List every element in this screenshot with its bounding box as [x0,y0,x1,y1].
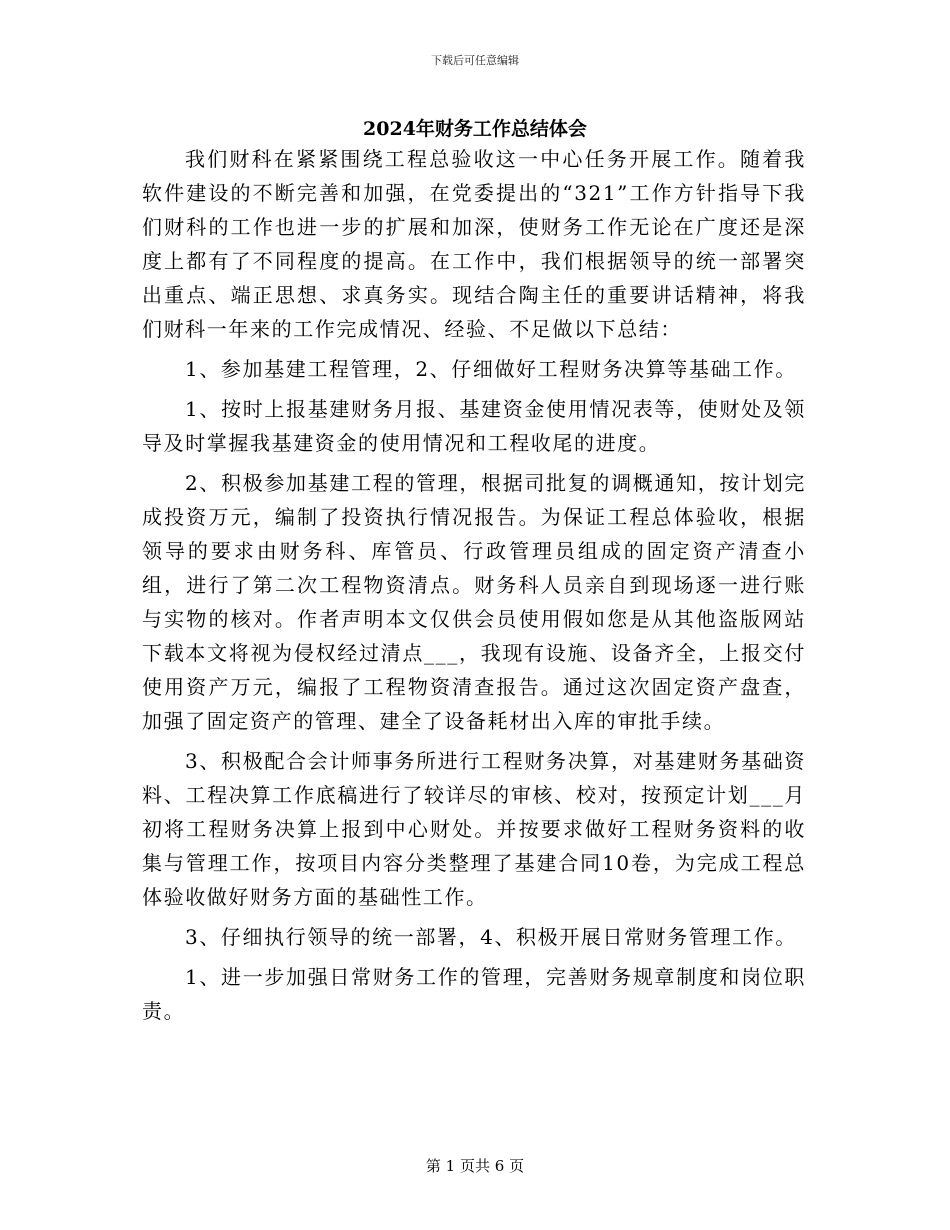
document-title: 2024年财务工作总结体会 [363,118,587,140]
paragraph: 2、积极参加基建工程的管理，根据司批复的调概通知，按计划完成投资万元，编制了投资执行情况报告。为保证工程总体验收，根据领导的要求由财务科、库管员、行政管理员组成的固定资产清查小组，进行了第二次工程物资清点。财务科人员亲自到现场逐一进行账与实物的核对。作者声明本文仅供会员使用假如您是从其他盗版网站下载本文将视为侵权经过清点___，我现有设施、设备齐全，上报交付使用资产万元，编报了工程物资清查报告。通过这次固定资产盘查，加强了固定资产的管理、建全了设备耗材出入库的审批手续。 [142,471,806,733]
paragraph: 我们财科在紧紧围绕工程总验收这一中心任务开展工作。随着我软件建设的不断完善和加强，在党委提出的“321”工作方针指导下我们财科的工作也进一步的扩展和加深，使财务工作无论在广度还是深度上都有了不同程度的提高。在工作中，我们根据领导的统一部署突出重点、端正思想、求真务实。现结合陶主任的重要讲话精神，将我们财科一年来的工作完成情况、经验、不足做以下总结： [142,147,806,341]
paragraph: 1、参加基建工程管理，2、仔细做好工程财务决算等基础工作。 [185,357,797,381]
page-number: 第 1 页共 6 页 [425,1157,525,1175]
paragraph: 3、积极配合会计师事务所进行工程财务决算，对基建财务基础资料、工程决算工作底稿进行了较详尽的审核、校对，按预定计划___月初将工程财务决算上报到中心财处。并按要求做好工程财务资料的收集与管理工作，按项目内容分类整理了基建合同10卷，为完成工程总体验收做好财务方面的基础性工作。 [142,749,806,909]
header-note: 下载后可任意编辑 [431,54,519,67]
paragraph: 1、进一步加强日常财务工作的管理，完善财务规章制度和岗位职责。 [142,965,806,1023]
document-body [142,142,806,1034]
paragraph: 3、仔细执行领导的统一部署，4、积极开展日常财务管理工作。 [185,925,797,949]
paragraph: 1、按时上报基建财务月报、基建资金使用情况表等，使财处及领导及时掌握我基建资金的使用情况和工程收尾的进度。 [142,397,806,455]
